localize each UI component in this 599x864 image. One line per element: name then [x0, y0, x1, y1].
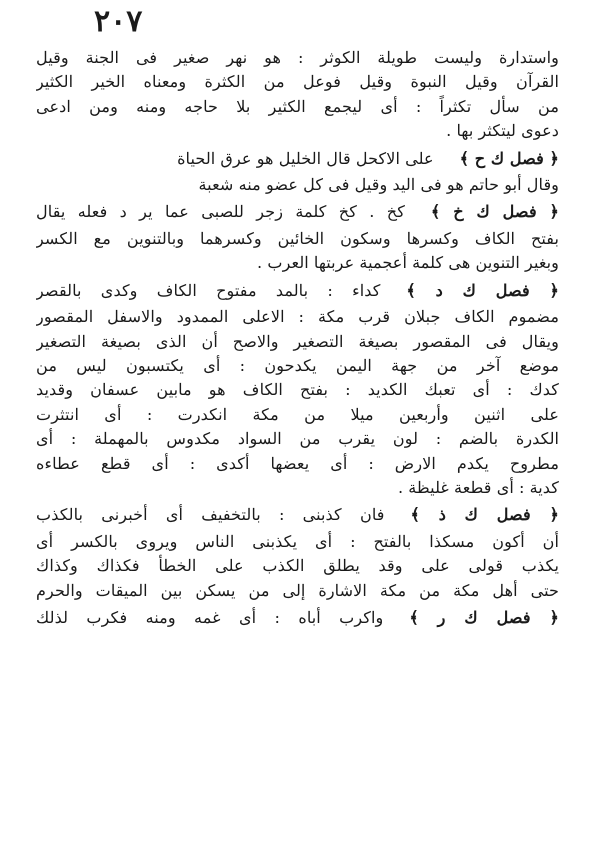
line-text: مطروح يكدم الارض : أى يعضها أكدى : أى قطع عطاءه — [36, 453, 559, 473]
text-line — [36, 227, 559, 251]
section-line — [36, 276, 559, 306]
line-text: دعوى ليتكثر بها . — [446, 121, 559, 141]
line-text: كدية : أى قطعة غليظة . — [397, 477, 559, 497]
text-line — [36, 579, 559, 603]
section-line — [36, 144, 559, 174]
line-text: القرآن وقيل النبوة وقيل فوعل من الكثرة ومعناه الخير الكثير — [36, 72, 559, 92]
text-line — [36, 173, 559, 197]
line-text: على اثنين وأربعين ميلا من مكة انكدرت : أى انتثرت — [36, 404, 559, 424]
line-text: كداء : بالمد مفتوح الكاف وكدى بالقصر — [36, 280, 381, 300]
line-text: يكذب قولى على وقد يطلق الكذب على الخطأ فكذاك وكذاك — [36, 556, 559, 576]
text-line — [36, 305, 559, 329]
text-line — [36, 530, 559, 554]
line-text: الكدرة بالضم : لون يقرب من السواد مكدوس بالمهملة : أى — [36, 429, 559, 449]
line-text: حتى أهل مكة من مكة الاشارة إلى من يسكن بين الميقات والحرم — [36, 580, 559, 600]
text-line — [36, 46, 559, 70]
section-header: ﴿ فصل ك ح ﴾ — [459, 148, 559, 168]
line-text: كدك : أى تعبك الكديد : بفتح الكاف هو مابين عسفان وقديد — [36, 380, 559, 400]
text-line — [36, 95, 559, 119]
text-line — [36, 251, 559, 275]
section-line — [36, 197, 559, 227]
body-text — [36, 46, 559, 633]
text-line — [36, 554, 559, 578]
line-text: أن أكون مسكذا بالفتح : أى يكذبنى الناس ويروى بالكسر أى — [36, 531, 559, 551]
text-line — [36, 119, 559, 143]
line-text: وقال أبو حاتم هو فى اليد وقيل فى كل عضو منه شعبة — [198, 175, 559, 195]
line-text: مضموم الكاف جبلان قرب مكة : الاعلى الممدود والاسفل المقصور — [36, 307, 559, 327]
text-line — [36, 403, 559, 427]
section-header: ﴿ فصل ك ر ﴾ — [409, 608, 559, 628]
text-line — [36, 330, 559, 354]
section-header: ﴿ فصل ك ذ ﴾ — [410, 505, 559, 525]
line-text: على الاكحل قال الخليل هو عرق الحياة — [177, 148, 434, 168]
line-text: واستدارة وليست طويلة الكوثر : هو نهر صغير فى الجنة وقيل — [36, 48, 559, 67]
text-line — [36, 452, 559, 476]
text-line — [36, 476, 559, 500]
section-line — [36, 500, 559, 530]
line-text: فان كذبنى : بالتخفيف أى أخبرنى بالكذب — [36, 505, 385, 525]
line-text: بفتح الكاف وكسرها وسكون الخائين وكسرهما وبالتنوين مع الكسر — [36, 228, 559, 248]
line-text: واكرب أباه : أى غمه ومنه فكرب لذلك — [36, 608, 384, 628]
page-number: ٢٠٧ — [94, 4, 143, 39]
text-line — [36, 70, 559, 94]
section-line — [36, 603, 559, 633]
line-text: وبغير التنوين هى كلمة أعجمية عربتها العرب . — [257, 253, 559, 273]
section-header: ﴿ فصل ك د ﴾ — [406, 280, 559, 300]
line-text: ويقال فى المقصور بصيغة التصغير والاصح أن الذى بصيغة التصغير — [36, 331, 559, 351]
text-line — [36, 354, 559, 378]
text-line — [36, 427, 559, 451]
line-text: من سأل تكثراً : أى ليجمع الكثير بلا حاجه ومنه ومن ادعى — [36, 96, 559, 116]
section-header: ﴿ فصل ك خ ﴾ — [430, 202, 559, 222]
line-text: موضع آخر من جهة اليمن يكدحون : أى يكتسبون ليس من — [36, 356, 559, 376]
line-text: كخ . كخ كلمة زجر للصبى عما ير د فعله يقال — [36, 202, 405, 222]
text-line — [36, 378, 559, 402]
